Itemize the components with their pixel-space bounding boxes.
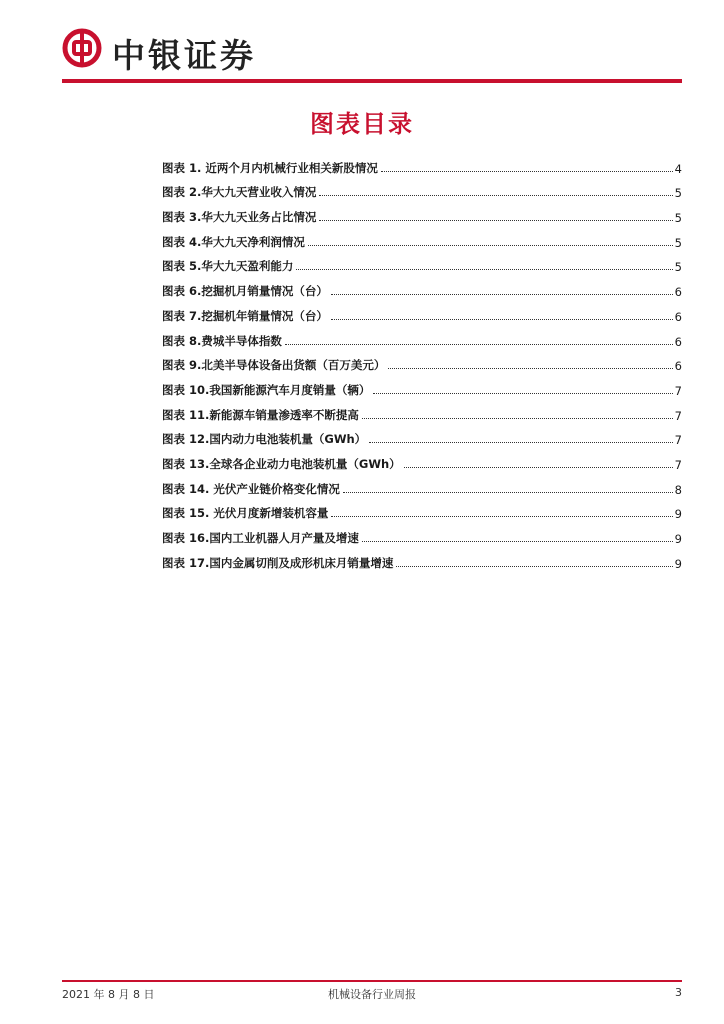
toc-entry-page: 7: [674, 433, 682, 448]
toc-entry-page: 7: [674, 457, 682, 472]
toc-entry[interactable]: [162, 497, 682, 522]
toc-entry-page: 6: [674, 334, 682, 349]
toc-entry-label: 图表 17.国内金属切削及成形机床月销量增速: [162, 555, 394, 570]
toc-leader-dots: [331, 319, 673, 320]
toc-leader-dots: [369, 442, 672, 443]
toc-leader-dots: [296, 269, 672, 270]
toc-entry-page: 9: [674, 507, 682, 522]
toc-entry[interactable]: [162, 373, 682, 398]
toc-entry-label: 图表 1. 近两个月内机械行业相关新股情况: [162, 160, 378, 175]
toc-leader-dots: [319, 220, 672, 221]
toc-leader-dots: [362, 418, 673, 419]
toc-leader-dots: [396, 566, 672, 567]
toc-entry[interactable]: [162, 250, 682, 275]
toc-entry-page: 6: [674, 309, 682, 324]
toc-leader-dots: [362, 541, 673, 542]
toc-entry-page: 4: [674, 161, 682, 176]
toc-entry-label: 图表 7.挖掘机年销量情况（台）: [162, 308, 328, 323]
toc-leader-dots: [381, 171, 673, 172]
toc-entry-page: 6: [674, 359, 682, 374]
toc-entry[interactable]: [162, 176, 682, 201]
page-header: [62, 26, 682, 82]
toc-leader-dots: [404, 467, 673, 468]
toc-entry-page: 9: [674, 556, 682, 571]
toc-entry-page: 8: [674, 482, 682, 497]
toc-entry[interactable]: [162, 299, 682, 324]
table-of-contents: [162, 151, 682, 571]
page-title: 图表目录: [310, 110, 414, 138]
toc-entry-page: 7: [674, 383, 682, 398]
header-divider: [62, 79, 682, 83]
toc-entry-page: 5: [674, 211, 682, 226]
toc-leader-dots: [388, 368, 672, 369]
toc-leader-dots: [331, 294, 673, 295]
toc-entry[interactable]: [162, 521, 682, 546]
toc-entry-label: 图表 15. 光伏月度新增装机容量: [162, 506, 329, 521]
toc-entry-label: 图表 2.华大九天营业收入情况: [162, 185, 317, 200]
footer-report-name: 机械设备行业周报: [328, 988, 416, 1001]
boc-logo-icon: [62, 28, 102, 68]
toc-entry[interactable]: [162, 546, 682, 571]
footer-divider: [62, 980, 682, 982]
toc-leader-dots: [343, 492, 673, 493]
footer-date: 2021 年 8 月 8 日: [62, 988, 155, 1001]
brand-name: 中银证券: [112, 36, 256, 75]
toc-entry-label: 图表 8.费城半导体指数: [162, 333, 282, 348]
toc-entry[interactable]: [162, 274, 682, 299]
toc-leader-dots: [331, 516, 672, 517]
toc-leader-dots: [308, 245, 673, 246]
toc-entry-label: 图表 14. 光伏产业链价格变化情况: [162, 481, 340, 496]
toc-leader-dots: [319, 195, 672, 196]
toc-entry-label: 图表 6.挖掘机月销量情况（台）: [162, 284, 328, 299]
toc-entry-page: 5: [674, 235, 682, 250]
toc-entry-label: 图表 16.国内工业机器人月产量及增速: [162, 531, 359, 545]
toc-entry[interactable]: [162, 423, 682, 448]
toc-entry-page: 9: [674, 532, 682, 546]
toc-entry[interactable]: [162, 225, 682, 250]
toc-entry-page: 6: [674, 285, 682, 300]
toc-entry[interactable]: [162, 200, 682, 225]
toc-leader-dots: [373, 393, 672, 394]
toc-entry-label: 图表 9.北美半导体设备出货额（百万美元）: [162, 358, 386, 373]
toc-entry[interactable]: [162, 472, 682, 497]
toc-entry[interactable]: [162, 398, 682, 423]
toc-entry-label: 图表 11.新能源车销量渗透率不断提高: [162, 407, 359, 422]
toc-entry-label: 图表 13.全球各企业动力电池装机量（GWh）: [162, 456, 401, 471]
toc-entry[interactable]: [162, 324, 682, 349]
toc-entry-label: 图表 12.国内动力电池装机量（GWh）: [162, 432, 367, 447]
footer-page-number: 3: [675, 986, 682, 999]
toc-entry-page: 5: [674, 260, 682, 275]
toc-entry[interactable]: [162, 447, 682, 472]
toc-leader-dots: [285, 344, 673, 345]
toc-entry-page: 5: [674, 186, 682, 201]
toc-entry-label: 图表 5.华大九天盈利能力: [162, 259, 294, 274]
toc-entry[interactable]: [162, 151, 682, 176]
toc-entry-label: 图表 3.华大九天业务占比情况: [162, 210, 317, 225]
toc-entry-label: 图表 10.我国新能源汽车月度销量（辆）: [162, 382, 371, 397]
toc-entry-page: 7: [674, 408, 682, 423]
toc-entry[interactable]: [162, 349, 682, 374]
toc-entry-label: 图表 4.华大九天净利润情况: [162, 234, 305, 249]
